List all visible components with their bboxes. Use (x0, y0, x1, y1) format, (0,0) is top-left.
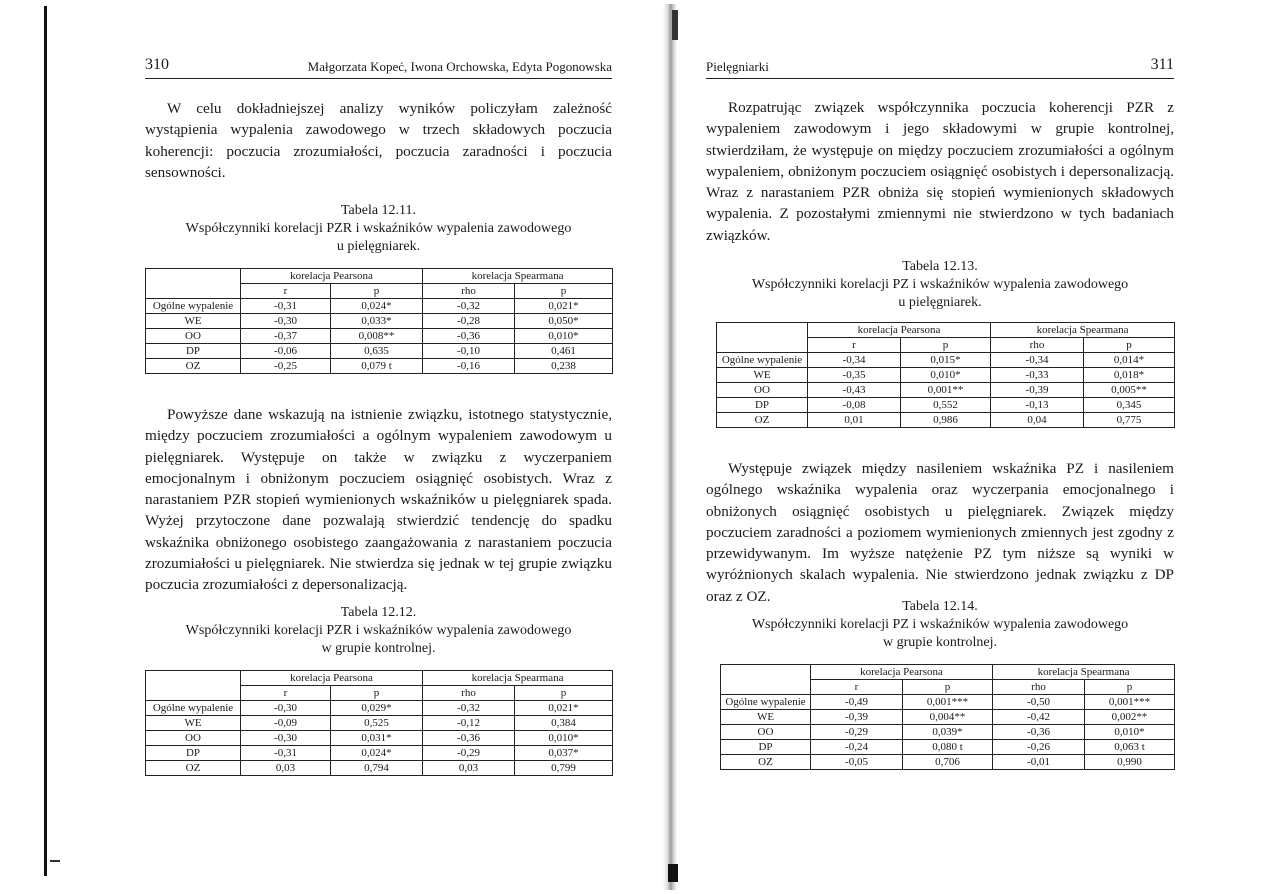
cell-rho: 0,03 (423, 761, 515, 776)
row-label: OO (717, 383, 808, 398)
row-label: DP (721, 740, 811, 755)
cell-rho: -0,36 (423, 329, 515, 344)
table-14-caption (706, 598, 1174, 652)
table-12-corner (146, 671, 241, 701)
table-14-col-r: r (811, 680, 903, 695)
table-row (717, 398, 1175, 413)
cell-rho: -0,01 (993, 755, 1085, 770)
cell-p1: 0,031* (331, 731, 423, 746)
running-title-left: Małgorzata Kopeć, Iwona Orchowska, Edyta Pogonowska (307, 59, 612, 74)
cell-r: -0,09 (241, 716, 331, 731)
table-11-title-1: Współczynniki korelacji PZR i wskaźników wypalenia zawodowego (185, 221, 572, 236)
table-12-group-pearson: korelacja Pearsona (241, 671, 423, 686)
table-14-title-1: Współczynniki korelacji PZ i wskaźników wypalenia zawodowego (751, 617, 1129, 632)
table-14 (720, 664, 1175, 770)
table-11 (145, 268, 613, 374)
cell-r: -0,43 (808, 383, 901, 398)
table-14-group-spearman: korelacja Spearmana (993, 665, 1175, 680)
cell-r: -0,29 (811, 725, 903, 740)
cell-rho: -0,32 (423, 299, 515, 314)
cell-p1: 0,008** (331, 329, 423, 344)
cell-r: -0,34 (808, 353, 901, 368)
running-title-right: Pielęgniarki (706, 59, 769, 74)
cell-p2: 0,010* (1085, 725, 1175, 740)
table-row (721, 710, 1175, 725)
cell-r: -0,30 (241, 314, 331, 329)
cell-p1: 0,010* (901, 368, 991, 383)
table-row (146, 716, 613, 731)
paragraph-right-1: Rozpatrując związek współczynnika poczucia koherencji PZR z wypaleniem zawodowym i jego składowymi w grupie kontrolnej, stwierdziłam, że występuje on między poczuciem zrozumiałości a ogólnym wypaleniem, obniżonym poczuciem osiągnięć osobistych i depersonalizacją. Wraz z narastaniem PZR obniża się stopień wymienionych składowych wypalenia. Z pozostałymi zmiennymi nie stwierdzono w tych badaniach związków. (706, 99, 1174, 244)
row-label: OO (146, 731, 241, 746)
cell-p2: 0,002** (1085, 710, 1175, 725)
table-13-title-1: Współczynniki korelacji PZ i wskaźników wypalenia zawodowego (751, 277, 1129, 292)
row-label: Ogólne wypalenie (721, 695, 811, 710)
cell-p2: 0,037* (515, 746, 613, 761)
cell-p2: 0,014* (1084, 353, 1175, 368)
running-head-left (145, 56, 612, 79)
table-row (717, 413, 1175, 428)
cell-p1: 0,079 t (331, 359, 423, 374)
table-12-col-p1: p (331, 686, 423, 701)
row-label: WE (721, 710, 811, 725)
table-13-group-header (717, 323, 1175, 338)
cell-rho: -0,12 (423, 716, 515, 731)
table-14-title-2: w grupie kontrolnej. (883, 635, 997, 650)
table-row (717, 368, 1175, 383)
cell-rho: -0,29 (423, 746, 515, 761)
cell-r: -0,06 (241, 344, 331, 359)
cell-r: -0,31 (241, 746, 331, 761)
row-label: DP (146, 746, 241, 761)
cell-r: -0,31 (241, 299, 331, 314)
cell-p2: 0,001*** (1085, 695, 1175, 710)
cell-p2: 0,238 (515, 359, 613, 374)
table-14-col-p2: p (1085, 680, 1175, 695)
scan-edge-left (44, 6, 47, 876)
cell-rho: -0,26 (993, 740, 1085, 755)
cell-p2: 0,990 (1085, 755, 1175, 770)
cell-p2: 0,005** (1084, 383, 1175, 398)
table-11-corner (146, 269, 241, 299)
table-13-corner (717, 323, 808, 353)
table-row (717, 383, 1175, 398)
table-row (146, 329, 613, 344)
table-row (146, 746, 613, 761)
cell-p2: 0,461 (515, 344, 613, 359)
cell-p2: 0,021* (515, 299, 613, 314)
cell-p1: 0,794 (331, 761, 423, 776)
cell-r: -0,24 (811, 740, 903, 755)
row-label: OZ (146, 359, 241, 374)
paragraph-left-2: Powyższe dane wskazują na istnienie związku, istotnego statystycznie, między poczuciem zrozumiałości a ogólnym wypaleniem zawodowym u pielęgniarek. Występuje on także w związku z wyczerpaniem emocjonalnym i obniżonym poczuciem osiągnięć osobistych. Wraz z narastaniem PZR stopień wymienionych wskaźników u pielęgniarek spada. Wyżej przytoczone dane pozwalają stwierdzić tendencję do spadku wskaźnika obniżonego osobistego zaangażowania z narastaniem poczucia zrozumiałości u pielęgniarek. Nie stwierdza się jednak w tej grupie związku poczucia zrozumiałości z depersonalizacją. (145, 406, 612, 594)
table-13-col-r: r (808, 338, 901, 353)
cell-r: -0,25 (241, 359, 331, 374)
cell-p2: 0,010* (515, 731, 613, 746)
row-label: WE (146, 716, 241, 731)
row-label: OO (721, 725, 811, 740)
row-label: OO (146, 329, 241, 344)
table-11-group-pearson: korelacja Pearsona (241, 269, 423, 284)
table-13-group-spearman: korelacja Spearmana (991, 323, 1175, 338)
table-11-label: Tabela 12.11. (340, 203, 417, 218)
table-13-col-p2: p (1084, 338, 1175, 353)
table-row (721, 695, 1175, 710)
page-number-left: 310 (145, 56, 169, 73)
cell-rho: -0,32 (423, 701, 515, 716)
table-13-group-pearson: korelacja Pearsona (808, 323, 991, 338)
table-14-corner (721, 665, 811, 695)
table-row (717, 353, 1175, 368)
row-label: Ogólne wypalenie (717, 353, 808, 368)
table-11-caption (145, 202, 612, 256)
cell-p1: 0,001** (901, 383, 991, 398)
cell-p2: 0,799 (515, 761, 613, 776)
row-label: Ogólne wypalenie (146, 701, 241, 716)
cell-rho: -0,42 (993, 710, 1085, 725)
cell-p1: 0,015* (901, 353, 991, 368)
cell-p1: 0,033* (331, 314, 423, 329)
table-row (146, 731, 613, 746)
table-row (146, 344, 613, 359)
row-label: WE (146, 314, 241, 329)
page-number-right: 311 (1150, 56, 1174, 73)
cell-rho: -0,16 (423, 359, 515, 374)
paragraph-left-1: W celu dokładniejszej analizy wyników policzyłam zależność wystąpienia wypalenia zawodowego w trzech składowych poczucia koherencji: poczucia zrozumiałości, poczucia zaradności i poczucia sensowności. (145, 100, 612, 181)
table-12-group-header (146, 671, 613, 686)
table-12-col-r: r (241, 686, 331, 701)
cell-p2: 0,021* (515, 701, 613, 716)
cell-r: 0,01 (808, 413, 901, 428)
row-label: OZ (721, 755, 811, 770)
table-11-col-p2: p (515, 284, 613, 299)
table-row (146, 359, 613, 374)
table-12-col-rho: rho (423, 686, 515, 701)
cell-p2: 0,775 (1084, 413, 1175, 428)
cell-p1: 0,986 (901, 413, 991, 428)
cell-rho: -0,13 (991, 398, 1084, 413)
table-13 (716, 322, 1175, 428)
cell-p1: 0,039* (903, 725, 993, 740)
row-label: OZ (146, 761, 241, 776)
cell-r: -0,49 (811, 695, 903, 710)
cell-p1: 0,004** (903, 710, 993, 725)
table-14-col-p1: p (903, 680, 993, 695)
table-11-col-rho: rho (423, 284, 515, 299)
cell-p2: 0,384 (515, 716, 613, 731)
table-row (146, 314, 613, 329)
running-head-right (706, 56, 1174, 79)
table-row (721, 740, 1175, 755)
cell-r: -0,05 (811, 755, 903, 770)
cell-rho: -0,34 (991, 353, 1084, 368)
cell-rho: -0,36 (423, 731, 515, 746)
scan-mark-left (50, 860, 60, 862)
row-label: OZ (717, 413, 808, 428)
cell-p1: 0,552 (901, 398, 991, 413)
cell-p2: 0,345 (1084, 398, 1175, 413)
cell-r: -0,30 (241, 701, 331, 716)
table-14-label: Tabela 12.14. (902, 599, 978, 614)
spine-mark-top (672, 10, 678, 40)
table-row (146, 701, 613, 716)
cell-p2: 0,018* (1084, 368, 1175, 383)
cell-p1: 0,029* (331, 701, 423, 716)
cell-rho: -0,28 (423, 314, 515, 329)
table-row (721, 755, 1175, 770)
row-label: DP (717, 398, 808, 413)
table-13-caption (706, 258, 1174, 312)
cell-p1: 0,001*** (903, 695, 993, 710)
row-label: WE (717, 368, 808, 383)
cell-rho: -0,39 (991, 383, 1084, 398)
table-13-col-p1: p (901, 338, 991, 353)
cell-p1: 0,080 t (903, 740, 993, 755)
table-12-title-1: Współczynniki korelacji PZR i wskaźników wypalenia zawodowego (185, 623, 572, 638)
table-13-label: Tabela 12.13. (902, 259, 978, 274)
cell-r: -0,35 (808, 368, 901, 383)
table-row (146, 761, 613, 776)
table-12 (145, 670, 613, 776)
cell-p1: 0,525 (331, 716, 423, 731)
cell-r: 0,03 (241, 761, 331, 776)
cell-p2: 0,050* (515, 314, 613, 329)
table-12-caption (145, 604, 612, 658)
cell-rho: -0,33 (991, 368, 1084, 383)
row-label: DP (146, 344, 241, 359)
row-label: Ogólne wypalenie (146, 299, 241, 314)
cell-rho: -0,10 (423, 344, 515, 359)
table-11-group-header (146, 269, 613, 284)
cell-p1: 0,024* (331, 746, 423, 761)
cell-p2: 0,010* (515, 329, 613, 344)
table-12-group-spearman: korelacja Spearmana (423, 671, 613, 686)
cell-p1: 0,024* (331, 299, 423, 314)
cell-r: -0,39 (811, 710, 903, 725)
cell-rho: 0,04 (991, 413, 1084, 428)
table-12-label: Tabela 12.12. (340, 605, 417, 620)
paragraph-right-2: Występuje związek między nasileniem wskaźnika PZ i nasileniem ogólnego wskaźnika wypalenia oraz wyczerpania emocjonalnego i obniżonych osiągnięć osobistych u pielęgniarek. Związek między poczuciem zaradności a poziomem wymienionych zmiennych jest zgodny z przewidywanym. Im wyższe natężenie PZ tym niższe są wyniki w wyróżnionych skalach wypalenia. Nie stwierdzono jednak związku z DP oraz z OZ. (706, 460, 1174, 605)
table-row (146, 299, 613, 314)
cell-p1: 0,706 (903, 755, 993, 770)
cell-rho: -0,36 (993, 725, 1085, 740)
table-11-col-r: r (241, 284, 331, 299)
table-11-col-p1: p (331, 284, 423, 299)
table-11-title-2: u pielęgniarek. (336, 239, 421, 254)
table-14-col-rho: rho (993, 680, 1085, 695)
table-14-group-header (721, 665, 1175, 680)
cell-r: -0,37 (241, 329, 331, 344)
spine-mark-bottom (668, 864, 678, 882)
table-12-title-2: w grupie kontrolnej. (321, 641, 436, 656)
cell-r: -0,08 (808, 398, 901, 413)
table-row (721, 725, 1175, 740)
table-13-title-2: u pielęgniarek. (898, 295, 982, 310)
cell-rho: -0,50 (993, 695, 1085, 710)
table-13-col-rho: rho (991, 338, 1084, 353)
cell-r: -0,30 (241, 731, 331, 746)
book-spine (663, 4, 677, 890)
table-12-col-p2: p (515, 686, 613, 701)
cell-p2: 0,063 t (1085, 740, 1175, 755)
table-11-group-spearman: korelacja Spearmana (423, 269, 613, 284)
cell-p1: 0,635 (331, 344, 423, 359)
table-14-group-pearson: korelacja Pearsona (811, 665, 993, 680)
